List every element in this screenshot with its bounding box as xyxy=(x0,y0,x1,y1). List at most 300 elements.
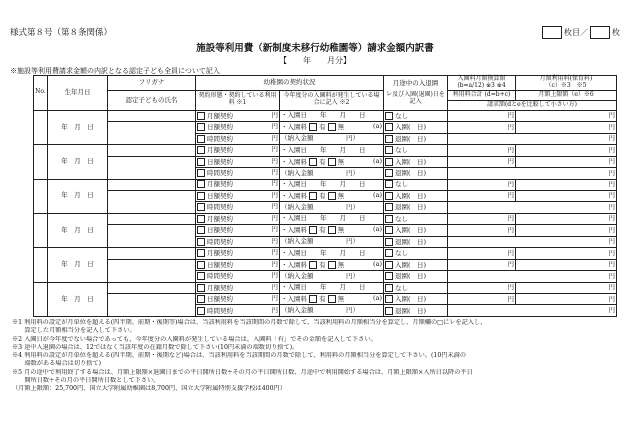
monthly-fee-b[interactable] xyxy=(448,248,516,259)
checkbox-hourly[interactable] xyxy=(197,169,205,177)
admit-date[interactable]: ・入園日 年 月 日 xyxy=(280,179,384,190)
table-row xyxy=(34,225,617,236)
none-label: なし xyxy=(395,111,408,120)
child-name-cell[interactable] xyxy=(108,259,196,282)
birth-date[interactable]: 年 月 日 xyxy=(48,179,108,213)
fee-no: 無 xyxy=(337,157,345,166)
monthly-usage-c[interactable] xyxy=(516,213,617,224)
monthly-usage-c[interactable] xyxy=(516,282,617,293)
checkbox-fee-no[interactable] xyxy=(328,123,336,131)
yen-unit: 円 xyxy=(271,190,278,199)
option-daily-label: 日額契約 xyxy=(207,191,233,200)
option-daily[interactable] xyxy=(196,225,280,236)
checkbox-daily[interactable] xyxy=(197,226,205,234)
out-label: 退園( 日) xyxy=(395,306,427,315)
none-label: なし xyxy=(395,214,408,223)
yen-unit: 円 xyxy=(507,157,514,166)
option-hourly-label: 時間契約 xyxy=(207,272,233,281)
birth-date[interactable]: 年 月 日 xyxy=(48,110,108,144)
none-option[interactable] xyxy=(384,110,448,121)
checkbox-monthly[interactable] xyxy=(197,215,205,223)
row-no xyxy=(34,213,48,247)
furigana-cell[interactable] xyxy=(108,282,196,293)
yen-unit: 円 xyxy=(608,179,615,188)
yen-unit: 円 xyxy=(608,294,615,303)
cap-e[interactable] xyxy=(516,190,617,201)
option-daily-label: 日額契約 xyxy=(207,260,233,269)
out-option[interactable] xyxy=(384,202,448,213)
option-hourly-label: 時間契約 xyxy=(207,169,233,178)
checkbox-out[interactable] xyxy=(385,307,393,315)
checkbox-in[interactable] xyxy=(385,158,393,166)
in-out-sub: レ及び入園(退園)日を記入 xyxy=(386,90,445,105)
option-hourly-label: 時間契約 xyxy=(207,237,233,246)
table-row xyxy=(34,110,617,121)
yen-unit: 円 xyxy=(507,294,514,303)
checkbox-out[interactable] xyxy=(385,203,393,211)
out-option[interactable] xyxy=(384,168,448,179)
claim-table xyxy=(33,75,617,317)
total-d[interactable] xyxy=(448,259,516,270)
admission-fee[interactable] xyxy=(280,156,384,167)
child-name-cell[interactable] xyxy=(108,190,196,213)
in-option[interactable] xyxy=(384,259,448,270)
option-monthly-label: 月額契約 xyxy=(207,180,233,189)
form-number: 様式第８号（第８条関係） xyxy=(10,28,113,38)
monthly-fee-b[interactable] xyxy=(448,110,516,121)
checkbox-monthly[interactable] xyxy=(197,180,205,188)
furigana-cell[interactable] xyxy=(108,248,196,259)
col-monthly-usage xyxy=(516,76,617,91)
option-monthly[interactable] xyxy=(196,179,280,190)
yen-unit: 円 xyxy=(608,111,615,120)
yen-unit: 円 xyxy=(507,191,514,200)
option-daily[interactable] xyxy=(196,259,280,270)
table-row xyxy=(34,156,617,167)
monthly-usage-c[interactable] xyxy=(516,110,617,121)
monthly-usage-c[interactable] xyxy=(516,248,617,259)
yen-unit: 円 xyxy=(608,214,615,223)
checkbox-fee-no[interactable] xyxy=(328,158,336,166)
checkbox-daily[interactable] xyxy=(197,192,205,200)
monthly-fee-b[interactable] xyxy=(448,213,516,224)
fee-no: 無 xyxy=(337,123,345,132)
fee-a: (a) xyxy=(373,259,382,268)
year-month: 【 年 月分】 xyxy=(279,56,351,65)
checkbox-in[interactable] xyxy=(385,123,393,131)
row-no xyxy=(34,248,48,282)
checkbox-none[interactable] xyxy=(385,249,393,257)
out-option[interactable] xyxy=(384,271,448,282)
yen-unit: 円 xyxy=(608,260,615,269)
option-daily[interactable] xyxy=(196,294,280,305)
fee-a: (a) xyxy=(373,294,382,303)
checkbox-daily[interactable] xyxy=(197,123,205,131)
yen-unit: 円 xyxy=(507,214,514,223)
checkbox-out[interactable] xyxy=(385,169,393,177)
out-option[interactable] xyxy=(384,133,448,144)
yen-unit: 円 xyxy=(507,225,514,234)
monthly-fee-formula: (b=a/12) ※3 ※4 xyxy=(457,81,506,89)
checkbox-fee-no[interactable] xyxy=(328,261,336,269)
cap-e[interactable] xyxy=(516,156,617,167)
child-name-cell[interactable] xyxy=(108,225,196,248)
fee-yes: 有 xyxy=(319,123,326,132)
footnote-line: ※4 利用料の設定が月単位を超える(四半期、前期・後期など)場合は、当該利用料を当該期間の月数で除して、利用料の月額相当分を算定して下さい。(10円未満の xyxy=(12,352,467,359)
checkbox-none[interactable] xyxy=(385,112,393,120)
table-row xyxy=(34,179,617,190)
none-option[interactable] xyxy=(384,248,448,259)
child-name-cell[interactable] xyxy=(108,294,196,317)
paid-amount[interactable]: （納入金額 円） xyxy=(280,305,384,317)
option-hourly[interactable] xyxy=(196,202,280,213)
none-option[interactable] xyxy=(384,179,448,190)
fee-label: ・入園料 xyxy=(281,226,307,235)
row-no xyxy=(34,110,48,144)
yen-unit: 円 xyxy=(608,145,615,154)
checkbox-monthly[interactable] xyxy=(197,249,205,257)
yen-unit: 円 xyxy=(271,110,278,119)
table-row xyxy=(34,294,617,305)
admission-fee[interactable] xyxy=(280,259,384,270)
checkbox-out[interactable] xyxy=(385,135,393,143)
none-option[interactable] xyxy=(384,145,448,156)
none-label: なし xyxy=(395,283,408,292)
in-label: 入園( 日) xyxy=(395,260,427,269)
child-name-cell[interactable] xyxy=(108,122,196,145)
fee-yes: 有 xyxy=(319,260,326,269)
request-amount[interactable] xyxy=(448,202,617,213)
furigana-cell[interactable] xyxy=(108,145,196,156)
monthly-usage-c[interactable] xyxy=(516,145,617,156)
option-daily-label: 日額契約 xyxy=(207,123,233,132)
in-label: 入園( 日) xyxy=(395,191,427,200)
admit-date[interactable]: ・入園日 年 月 日 xyxy=(280,213,384,224)
yen-unit: 円 xyxy=(271,305,278,314)
option-hourly[interactable] xyxy=(196,236,280,247)
total-d[interactable] xyxy=(448,294,516,305)
yen-unit: 円 xyxy=(507,248,514,257)
yen-unit: 円 xyxy=(271,133,278,142)
cap-e[interactable] xyxy=(516,294,617,305)
col-cap: 月額上限額（e）※6 xyxy=(516,90,617,100)
none-option[interactable] xyxy=(384,282,448,293)
cap-e[interactable] xyxy=(516,122,617,133)
checkbox-daily[interactable] xyxy=(197,261,205,269)
admission-fee[interactable] xyxy=(280,225,384,236)
table-row xyxy=(34,122,617,133)
fee-label: ・入園料 xyxy=(281,157,307,166)
checkbox-daily[interactable] xyxy=(197,295,205,303)
table-row xyxy=(34,190,617,201)
table-row xyxy=(34,282,617,293)
footnote-line: ※3 途中入退園の場合は、12ではなく当該年度の在籍月数で除して下さい(10円未満の端数切り捨て)。 xyxy=(12,343,299,351)
yen-unit: 円 xyxy=(271,282,278,291)
col-contract-form: 契約形態・契約している利用料 ※1 xyxy=(196,90,280,110)
admit-date[interactable]: ・入園日 年 月 日 xyxy=(280,248,384,259)
row-no xyxy=(34,179,48,213)
footnote-line: ※2 入園日が今年度でない場合であっても、今年度分の入園料が発生している場合は、入園料「有」でその金額を記入して下さい。 xyxy=(12,335,377,343)
option-monthly-label: 月額契約 xyxy=(207,146,233,155)
yen-unit: 円 xyxy=(608,283,615,292)
yen-unit: 円 xyxy=(271,168,278,177)
total-d[interactable] xyxy=(448,190,516,201)
checkbox-monthly[interactable] xyxy=(197,284,205,292)
page-number xyxy=(542,26,620,39)
fee-label: ・入園料 xyxy=(281,123,307,132)
checkbox-out[interactable] xyxy=(385,238,393,246)
furigana-cell[interactable] xyxy=(108,213,196,224)
out-label: 退園( 日) xyxy=(395,237,427,246)
fee-no: 無 xyxy=(337,191,345,200)
option-monthly-label: 月額契約 xyxy=(207,214,233,223)
fee-yes: 有 xyxy=(319,226,326,235)
yen-unit: 円 xyxy=(271,213,278,222)
option-hourly[interactable] xyxy=(196,133,280,144)
fee-a: (a) xyxy=(373,156,382,165)
checkbox-hourly[interactable] xyxy=(197,272,205,280)
yen-unit: 円 xyxy=(271,294,278,303)
yen-unit: 円 xyxy=(608,157,615,166)
option-monthly[interactable] xyxy=(196,248,280,259)
option-daily[interactable] xyxy=(196,190,280,201)
option-monthly-label: 月額契約 xyxy=(207,283,233,292)
yen-unit: 円 xyxy=(608,237,615,246)
option-daily[interactable] xyxy=(196,122,280,133)
admit-date[interactable]: ・入園日 年 月 日 xyxy=(280,110,384,121)
checkbox-hourly[interactable] xyxy=(197,203,205,211)
yen-unit: 円 xyxy=(507,283,514,292)
fee-label: ・入園料 xyxy=(281,295,307,304)
request-amount[interactable] xyxy=(448,271,617,282)
none-label: なし xyxy=(395,146,408,155)
in-label: 入園( 日) xyxy=(395,123,427,132)
col-this-year: 今年度分の入園料が発生している場合に記入 ※2 xyxy=(280,90,384,110)
request-amount[interactable] xyxy=(448,305,617,317)
checkbox-fee-no[interactable] xyxy=(328,226,336,234)
footnote-line: ※1 利用料の設定が月単位を超える(四半期、前期・後期等)場合は、当該利用料を当該期間の月数で除して、当該利用料の月額相当分を算定し、月額欄の□にレを記入し、 xyxy=(12,319,487,326)
yen-unit: 円 xyxy=(271,122,278,131)
checkbox-monthly[interactable] xyxy=(197,146,205,154)
checkbox-daily[interactable] xyxy=(197,158,205,166)
none-label: なし xyxy=(395,249,408,258)
fee-a: (a) xyxy=(373,122,382,131)
none-label: なし xyxy=(395,180,408,189)
page-of-label: 枚目／ xyxy=(564,28,588,37)
in-option[interactable] xyxy=(384,156,448,167)
yen-unit: 円 xyxy=(271,179,278,188)
checkbox-out[interactable] xyxy=(385,272,393,280)
yen-unit: 円 xyxy=(271,248,278,257)
birth-date[interactable]: 年 月 日 xyxy=(48,145,108,179)
yen-unit: 円 xyxy=(271,225,278,234)
total-d[interactable] xyxy=(448,156,516,167)
option-daily-label: 日額契約 xyxy=(207,295,233,304)
paid-amount[interactable]: （納入金額 円） xyxy=(280,271,384,282)
admission-fee[interactable] xyxy=(280,294,384,305)
table-row xyxy=(34,145,617,156)
fee-no: 無 xyxy=(337,226,345,235)
option-hourly[interactable] xyxy=(196,305,280,317)
option-hourly-label: 時間契約 xyxy=(207,134,233,143)
option-hourly[interactable] xyxy=(196,168,280,179)
top-note: ※施設等利用費請求金額の内訳となる認定子ども全員について記入 xyxy=(10,67,220,75)
yen-unit: 円 xyxy=(608,225,615,234)
admit-date[interactable]: ・入園日 年 月 日 xyxy=(280,282,384,293)
yen-unit: 円 xyxy=(608,168,615,177)
in-option[interactable] xyxy=(384,122,448,133)
admission-fee[interactable] xyxy=(280,122,384,133)
paid-amount[interactable]: （納入金額 円） xyxy=(280,168,384,179)
checkbox-in[interactable] xyxy=(385,226,393,234)
cap-e[interactable] xyxy=(516,259,617,270)
fee-no: 無 xyxy=(337,295,345,304)
child-name-cell[interactable] xyxy=(108,156,196,179)
yen-unit: 円 xyxy=(608,306,615,314)
option-hourly[interactable] xyxy=(196,271,280,282)
yen-unit: 円 xyxy=(608,271,615,280)
checkbox-none[interactable] xyxy=(385,180,393,188)
none-option[interactable] xyxy=(384,213,448,224)
cap-e[interactable] xyxy=(516,225,617,236)
col-total: 利用料合計 (d=b+c) xyxy=(448,90,516,100)
yen-unit: 円 xyxy=(507,111,514,120)
yen-unit: 円 xyxy=(608,191,615,200)
monthly-fee-b[interactable] xyxy=(448,145,516,156)
request-amount[interactable] xyxy=(448,236,617,247)
table-row xyxy=(34,213,617,224)
checkbox-none[interactable] xyxy=(385,215,393,223)
option-monthly[interactable] xyxy=(196,110,280,121)
yen-unit: 円 xyxy=(271,236,278,245)
checkbox-in[interactable] xyxy=(385,295,393,303)
option-daily-label: 日額契約 xyxy=(207,226,233,235)
option-hourly-label: 時間契約 xyxy=(207,306,233,315)
in-option[interactable] xyxy=(384,190,448,201)
out-option[interactable] xyxy=(384,236,448,247)
col-request: 請求額(dとeを比較して小さい方) xyxy=(448,100,617,110)
yen-unit: 円 xyxy=(507,122,514,131)
checkbox-fee-no[interactable] xyxy=(328,192,336,200)
option-daily-label: 日額契約 xyxy=(207,157,233,166)
fee-yes: 有 xyxy=(319,157,326,166)
in-label: 入園( 日) xyxy=(395,295,427,304)
col-monthly-fee xyxy=(448,76,516,91)
monthly-fee-b[interactable] xyxy=(448,179,516,190)
admission-fee[interactable] xyxy=(280,190,384,201)
yen-unit: 円 xyxy=(608,202,615,211)
row-no xyxy=(34,145,48,179)
footnotes xyxy=(12,319,620,393)
col-no: No. xyxy=(34,76,48,111)
checkbox-fee-yes[interactable] xyxy=(309,192,317,200)
yen-unit: 円 xyxy=(608,248,615,257)
page-title: 施設等利用費（新制度未移行幼稚園等）請求金額内訳書 xyxy=(196,43,434,54)
fee-a: (a) xyxy=(373,190,382,199)
checkbox-fee-yes[interactable] xyxy=(309,158,317,166)
option-monthly[interactable] xyxy=(196,282,280,293)
out-option[interactable] xyxy=(384,305,448,317)
total-d[interactable] xyxy=(448,225,516,236)
checkbox-fee-yes[interactable] xyxy=(309,261,317,269)
row-no xyxy=(34,282,48,316)
yen-unit: 円 xyxy=(271,145,278,154)
yen-unit: 円 xyxy=(271,271,278,280)
monthly-usage-c: （c）※3 ※5 xyxy=(545,81,587,89)
page-total-box[interactable] xyxy=(590,26,610,39)
paid-amount[interactable]: （納入金額 円） xyxy=(280,202,384,213)
checkbox-monthly[interactable] xyxy=(197,112,205,120)
yen-unit: 円 xyxy=(507,179,514,188)
in-option[interactable] xyxy=(384,225,448,236)
paid-amount[interactable]: （納入金額 円） xyxy=(280,133,384,144)
in-option[interactable] xyxy=(384,294,448,305)
birth-date[interactable]: 年 月 日 xyxy=(48,248,108,282)
footnote-line: 開所日数÷その月の平日開所日数として下さい。 xyxy=(12,376,160,384)
checkbox-fee-yes[interactable] xyxy=(309,295,317,303)
yen-unit: 円 xyxy=(271,259,278,268)
in-label: 入園( 日) xyxy=(395,157,427,166)
yen-unit: 円 xyxy=(271,202,278,211)
table-row xyxy=(34,248,617,259)
checkbox-hourly[interactable] xyxy=(197,307,205,315)
monthly-fee-header: 入園料月額換算額 xyxy=(457,75,506,82)
request-amount[interactable] xyxy=(448,168,617,179)
birth-date[interactable]: 年 月 日 xyxy=(48,213,108,247)
out-label: 退園( 日) xyxy=(395,169,427,178)
in-label: 入園( 日) xyxy=(395,226,427,235)
monthly-usage-c[interactable] xyxy=(516,179,617,190)
option-monthly-label: 月額契約 xyxy=(207,249,233,258)
admit-date[interactable]: ・入園日 年 月 日 xyxy=(280,145,384,156)
fee-yes: 有 xyxy=(319,191,326,200)
footnote-line: 端数がある場合は切り捨て) xyxy=(12,360,102,368)
option-monthly[interactable] xyxy=(196,145,280,156)
checkbox-none[interactable] xyxy=(385,146,393,154)
birth-date[interactable]: 年 月 日 xyxy=(48,282,108,316)
paid-amount[interactable]: （納入金額 円） xyxy=(280,236,384,247)
checkbox-fee-no[interactable] xyxy=(328,295,336,303)
col-child-name: 認定子どもの氏名 xyxy=(108,90,196,110)
furigana-cell[interactable] xyxy=(108,179,196,190)
checkbox-fee-yes[interactable] xyxy=(309,123,317,131)
out-label: 退園( 日) xyxy=(395,134,427,143)
monthly-usage-label: 月額利用料(保育料) xyxy=(539,75,593,82)
col-birth: 生年月日 xyxy=(48,76,108,111)
table-body xyxy=(34,110,617,316)
furigana-cell[interactable] xyxy=(108,110,196,121)
checkbox-fee-yes[interactable] xyxy=(309,226,317,234)
checkbox-hourly[interactable] xyxy=(197,238,205,246)
monthly-fee-b[interactable] xyxy=(448,282,516,293)
col-in-out xyxy=(384,76,448,111)
option-monthly-label: 月額契約 xyxy=(207,111,233,120)
page-current-box[interactable] xyxy=(542,26,562,39)
option-daily[interactable] xyxy=(196,156,280,167)
checkbox-in[interactable] xyxy=(385,261,393,269)
checkbox-none[interactable] xyxy=(385,284,393,292)
option-monthly[interactable] xyxy=(196,213,280,224)
request-amount[interactable] xyxy=(448,133,617,144)
checkbox-hourly[interactable] xyxy=(197,135,205,143)
fee-no: 無 xyxy=(337,260,345,269)
page-suffix-label: 枚 xyxy=(612,28,620,37)
total-d[interactable] xyxy=(448,122,516,133)
yen-unit: 円 xyxy=(608,134,615,143)
fee-a: (a) xyxy=(373,225,382,234)
checkbox-in[interactable] xyxy=(385,192,393,200)
table-row xyxy=(34,259,617,270)
